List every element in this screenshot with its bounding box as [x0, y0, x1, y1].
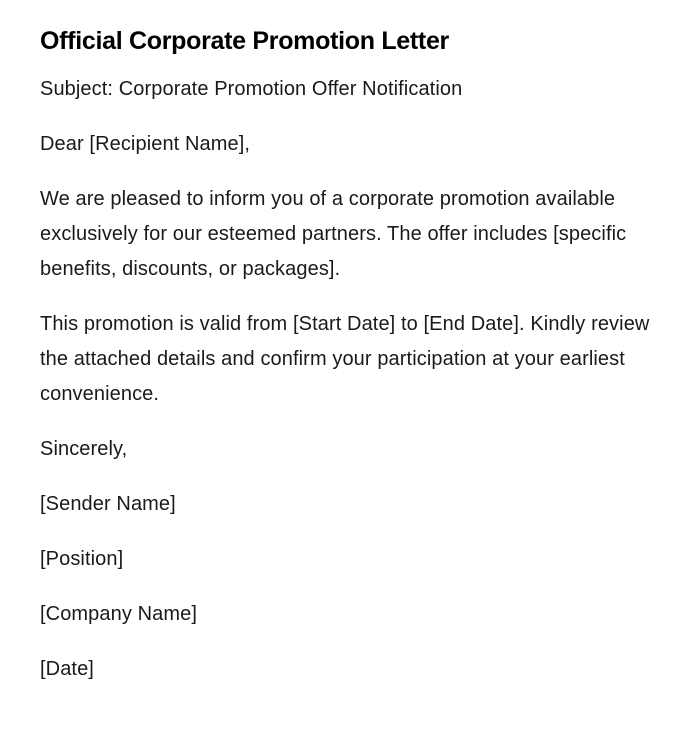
letter-sender-name: [Sender Name]: [40, 493, 176, 515]
letter-title: Official Corporate Promotion Letter: [40, 27, 449, 55]
letter-date: [Date]: [40, 658, 94, 680]
letter-salutation: Dear [Recipient Name],: [40, 133, 251, 155]
letter-subject: Subject: Corporate Promotion Offer Notification: [40, 78, 463, 100]
letter-company-name: [Company Name]: [40, 603, 198, 625]
letter-body-paragraph-2: This promotion is valid from [Start Date] to [End Date]. Kindly review the attached details and confirm your participation at your earliest convenience.: [40, 313, 650, 405]
letter-position: [Position]: [40, 548, 124, 570]
letter-body-paragraph-1: We are pleased to inform you of a corporate promotion available exclusively for our esteemed partners. The offer includes [specific benefits, discounts, or packages].: [40, 188, 627, 280]
letter-closing: Sincerely,: [40, 438, 128, 460]
